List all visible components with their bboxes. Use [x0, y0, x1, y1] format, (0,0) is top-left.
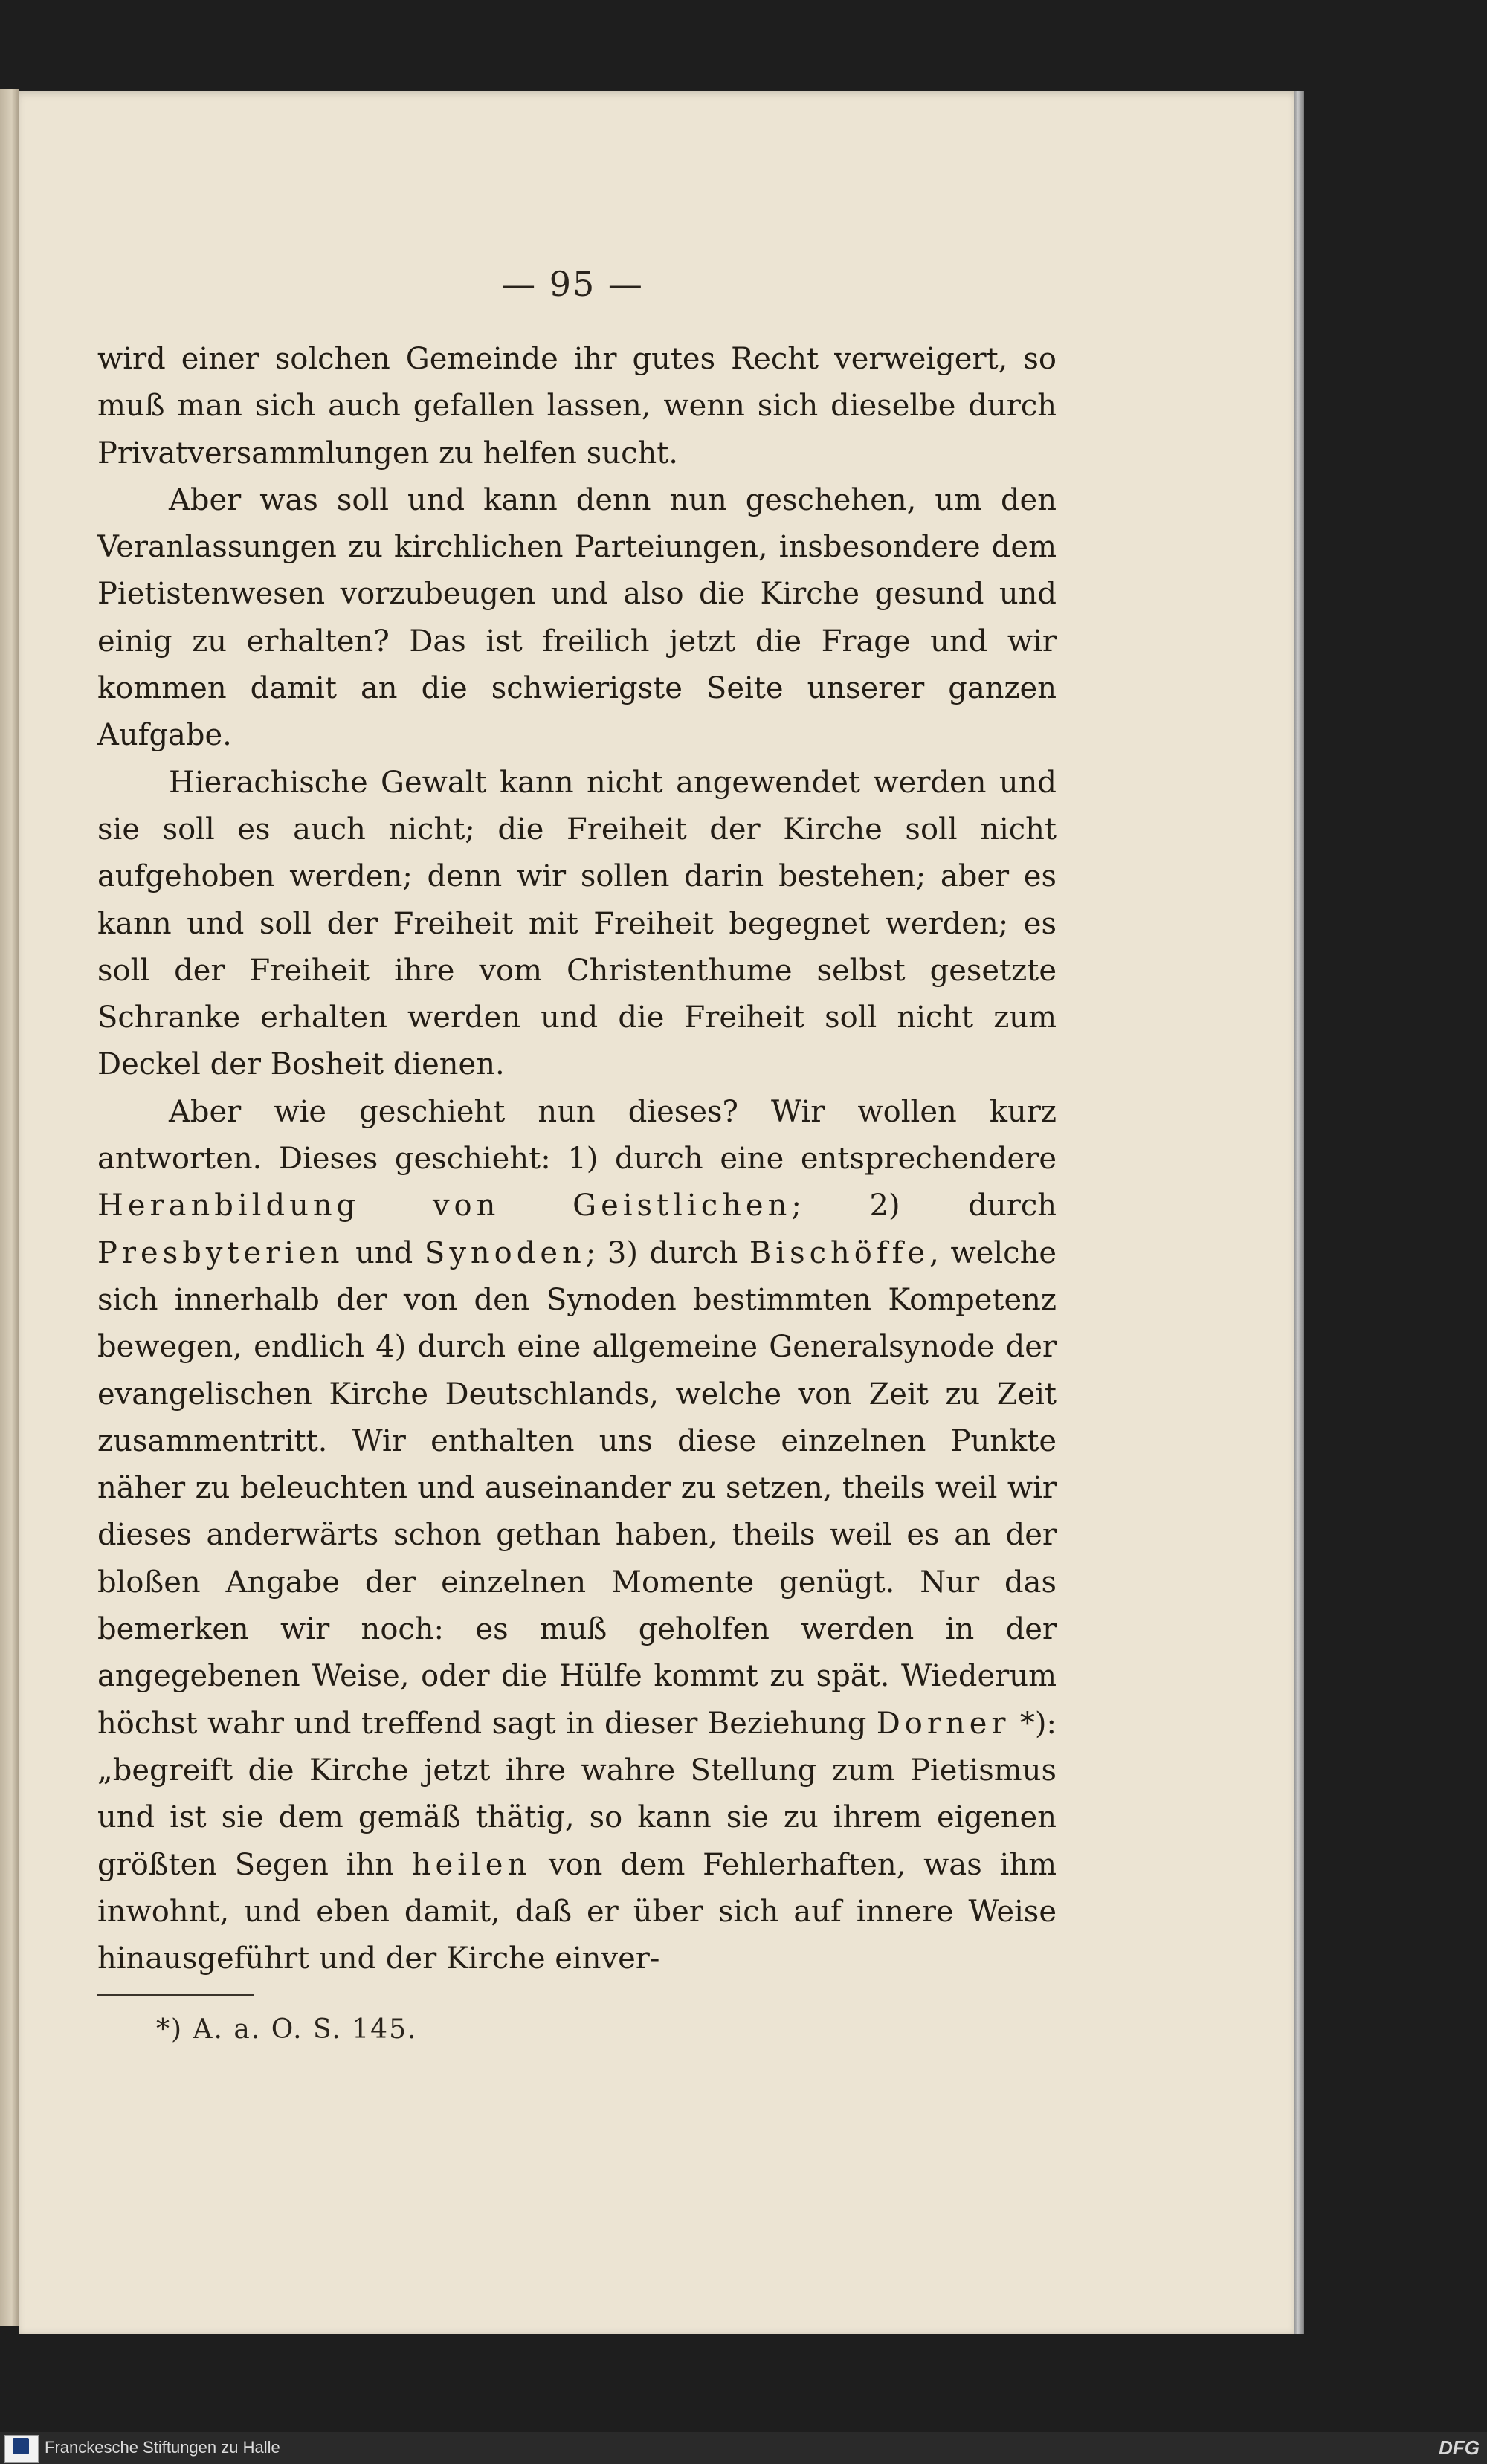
page-number: — 95 —	[501, 264, 644, 304]
institution-name: Franckesche Stiftungen zu Halle	[45, 2438, 280, 2457]
emphasis-synoden: Synoden	[424, 1235, 586, 1270]
paragraph-4-text: , welche sich innerhalb der von den Synoden bestimmten Kompetenz bewegen, endlich 4) durch eine allgemeine Generalsynode der evangelischen Kirche Deutschlands, welche von Zeit zu Zeit zusammentritt. Wir enthalten uns diese einzelnen Punkte näher zu beleuchten und auseinander zu setzen, theils weil wir dieses anderwärts schon gethan haben, theils weil es an der bloßen Angabe der einzelnen Momente genügt. Nur das bemerken wir noch: es muß geholfen werden in der angegebenen Weise, oder die Hülfe kommt zu spät. Wiederum höchst wahr und treffend sagt in dieser Beziehung	[97, 1235, 1057, 1741]
emphasis-heranbildung: Heranbildung von Geistlichen	[97, 1189, 792, 1223]
paragraph-4	[97, 1089, 1057, 1983]
body-text	[97, 336, 1057, 1982]
paragraph-3: Hierachische Gewalt kann nicht angewendet werden und sie soll es auch nicht; die Freiheit der Kirche soll nicht aufgehoben werden; denn wir sollen darin bestehen; aber es kann und soll der Freiheit mit Freiheit begegnet werden; es soll der Freiheit ihre vom Christenthume selbst gesetzte Schranke erhalten werden und die Freiheit soll nicht zum Deckel der Bosheit dienen.	[97, 765, 1057, 1082]
left-page-edge	[0, 89, 19, 2326]
paragraph-2: Aber was soll und kann denn nun geschehen, um den Veranlassungen zu kirchlichen Parteiungen, insbesondere dem Pietistenwesen vorzubeugen und also die Kirche gesund und einig zu erhalten? Das ist freilich jetzt die Frage und wir kommen damit an die schwierigste Seite unserer ganzen Aufgabe.	[97, 482, 1057, 753]
emphasis-heilen: heilen	[411, 1847, 532, 1882]
emphasis-presbyterien: Presbyterien	[97, 1235, 344, 1270]
paragraph-4-text: ; 2) durch	[791, 1189, 1057, 1223]
emphasis-dorner: Dorner	[876, 1706, 1010, 1741]
paragraph-4-text: ; 3) durch	[585, 1235, 749, 1270]
paragraph-4-text: Aber wie geschieht nun dieses? Wir wollen kurz antworten. Dieses geschieht: 1) durch eine entsprechendere	[97, 1094, 1057, 1177]
paragraph-1: wird einer solchen Gemeinde ihr gutes Recht verweigert, so muß man sich auch gefallen lassen, wenn sich dieselbe durch Privatversammlungen zu helfen sucht.	[97, 342, 1057, 471]
paragraph-4-text: von dem Fehlerhaften, was ihm inwohnt, und eben damit, daß er über sich auf innere Weise hinausgeführt und der Kirche einver-	[97, 1847, 1057, 1976]
paragraph-4-text: und	[343, 1235, 425, 1270]
paragraph-4-text: *): „begreift die Kirche jetzt ihre wahre Stellung zum Pietismus und ist sie dem gemäß thätig, so kann sie zu ihrem eigenen größten Segen ihn	[97, 1706, 1057, 1882]
footnote-divider	[97, 1994, 254, 1996]
emphasis-bischoeffe: Bischöffe	[749, 1235, 930, 1270]
footnote: *) A. a. O. S. 145.	[156, 2014, 418, 2045]
dfg-logo: DFG	[1439, 2436, 1480, 2459]
page-right-edge	[1294, 91, 1304, 2334]
institution-logo-icon	[13, 2438, 29, 2454]
